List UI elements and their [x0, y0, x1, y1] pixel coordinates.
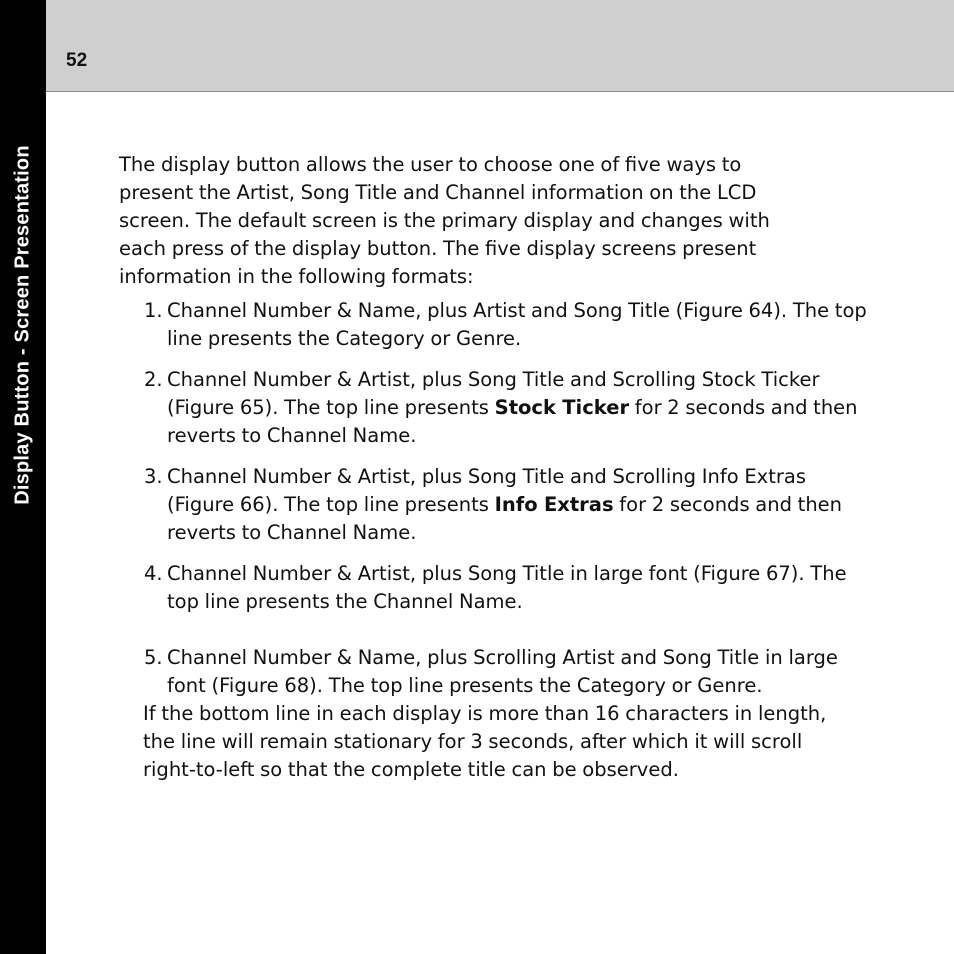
list-item-number: 4. — [144, 562, 163, 585]
list-item-text: Channel Number & Artist, plus Song Title in large font (Figure 67). The top line presents the Channel Name. — [167, 562, 847, 613]
list-item — [119, 297, 867, 353]
bold-term: Stock Ticker — [494, 396, 630, 419]
side-section-title: Display Button - Screen Presentation — [11, 145, 34, 505]
list-item-number: 2. — [144, 368, 163, 391]
list-item — [119, 366, 867, 450]
body-text — [119, 151, 879, 784]
list-item — [119, 560, 867, 616]
list-item-text: Channel Number & Artist, plus Song Title and Scrolling Stock Ticker (Figure 65). The top line presents — [167, 368, 820, 419]
list-item-number: 1. — [144, 299, 163, 322]
list-item-number: 3. — [144, 465, 163, 488]
list-item-text-end: for 2 seconds and then reverts to Channel Name. — [167, 396, 858, 447]
header-band — [46, 0, 954, 92]
page-number: 52 — [66, 50, 88, 71]
list-item-text: Channel Number & Name, plus Artist and Song Title (Figure 64). The top line presents the Category or Genre. — [167, 299, 867, 350]
list-item-text: Channel Number & Name, plus Scrolling Artist and Song Title in large font (Figure 68). The top line presents the Category or Genre. — [167, 646, 838, 697]
display-format-list — [119, 297, 879, 700]
bold-term: Info Extras — [494, 493, 614, 516]
list-item — [119, 644, 867, 700]
intro-paragraph: The display button allows the user to choose one of five ways to present the Artist, Song Title and Channel information on the LCD screen. The default screen is the primary display and changes with each press of the display button. The five display screens present information in the following formats: — [119, 153, 770, 288]
list-item-text-end: for 2 seconds and then reverts to Channel Name. — [167, 493, 843, 544]
list-item — [119, 463, 867, 547]
list-item-number: 5. — [144, 646, 163, 669]
list-item-text: Channel Number & Artist, plus Song Title and Scrolling Info Extras (Figure 66). The top line presents — [167, 465, 806, 516]
side-tab-bar — [0, 0, 46, 954]
closing-paragraph: If the bottom line in each display is more than 16 characters in length, the line will remain stationary for 3 seconds, after which it will scroll right-to-left so that the complete title can be observed. — [143, 702, 827, 781]
